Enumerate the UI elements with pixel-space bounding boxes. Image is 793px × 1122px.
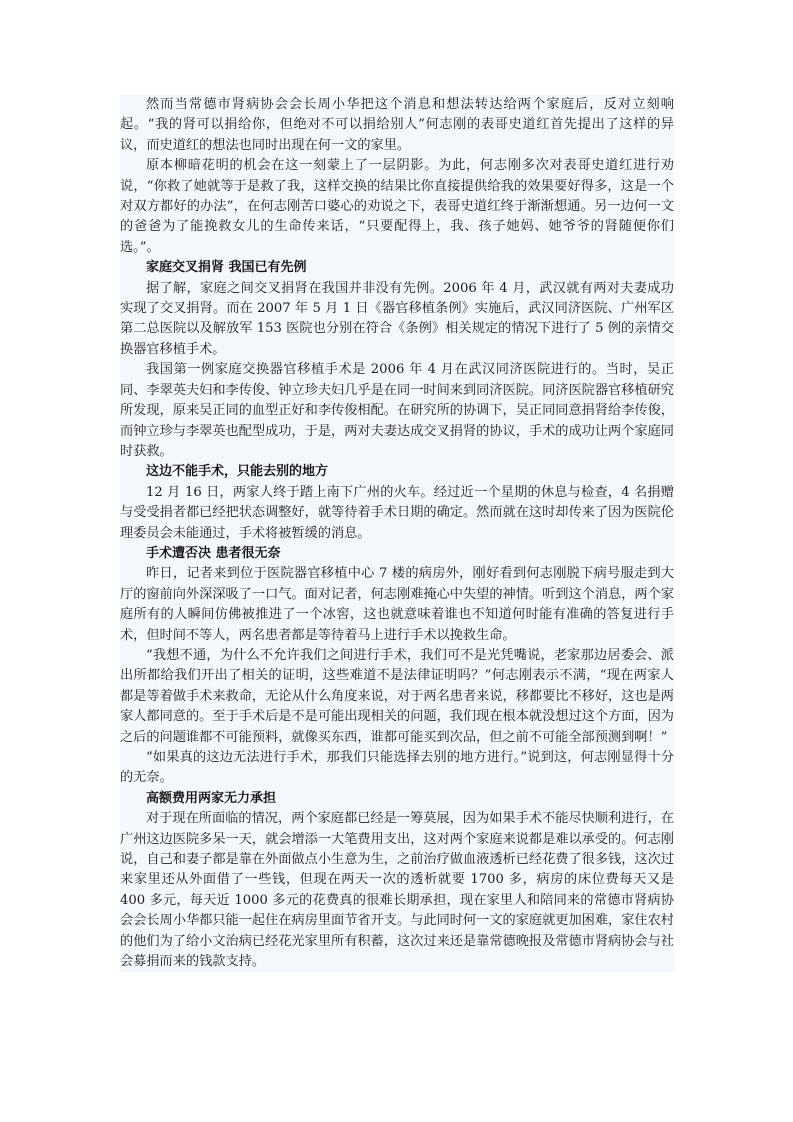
paragraph-opposition: 然而当常德市肾病协会会长周小华把这个消息和想法转达给两个家庭后，反对立刻响起。“我的肾可以捐给你，但绝对不可以捐给别人”何志刚的表哥史道红首先提出了这样的异议，而史道红的想法也同时出现在何一文的家里。 — [120, 97, 674, 153]
paragraph-costs: 对于现在所面临的情况，两个家庭都已经是一筹莫展，因为如果手术不能尽快顺利进行，在广州这边医院多呆一天，就会增添一大笔费用支出，这对两个家庭来说都是难以承受的。何志刚说，自己和妻子都是靠在外面做点小生意为生，之前治疗做血液透析已经花费了很多钱，这次过来家里还从外面借了一些钱，但现在两天一次的透析就要 1700 多，病房的床位费每天又是 400 多元，每天近 1000 多元的花费真的很难长期承担，现在家里人和陪同来的常德市肾病协会会长周小华都只能一起住在病房里面节省开支。与此同时何一文的家庭就更加困难，家住农村的他们为了给小文治病已经花光家里所有积蓄，这次过来还是靠常德晚报及常德市肾病协会与社会募捐而来的钱款支持。 — [120, 811, 674, 970]
section-heading-elsewhere: 这边不能手术，只能去别的地方 — [146, 464, 329, 480]
article-body — [120, 95, 674, 972]
paragraph-persuasion: 原本柳暗花明的机会在这一刻蒙上了一层阴影。为此，何志刚多次对表哥史道红进行劝说，“你救了她就等于是救了我，这样交换的结果比你直接提供给我的效果要好得多，这是一个对双方都好的办法”，在何志刚苦口婆心的劝说之下，表哥史道红终于渐渐想通。另一边何一文的爸爸为了能挽救女儿的生命传来话，“只要配得上，我、孩子她妈、她爷爷的肾随便你们选。”。 — [120, 158, 674, 255]
section-heading-costs: 高额费用两家无力承担 — [146, 790, 277, 806]
paragraph-precedent: 据了解，家庭之间交叉捐肾在我国并非没有先例。2006 年 4 月，武汉就有两对夫妻成功实现了交叉捐肾。而在 2007 年 5 月 1 日《器官移植条例》实施后，武汉同济医院、广州军区第二总医院以及解放军 153 医院也分别在符合《条例》相关规定的情况下进行了 5 例的亲情交换器官移植手术。 — [120, 280, 674, 357]
section-heading-precedent: 家庭交叉捐肾 我国已有先例 — [146, 260, 307, 276]
paragraph-trip: 12 月 16 日，两家人终于踏上南下广州的火车。经过近一个星期的休息与检查，4 名捐赠与受受捐者都已经把状态调整好，就等待着手术日期的确定。然而就在这时却传来了因为医院伦理委员会未能通过，手术将被暂缓的消息。 — [120, 484, 674, 541]
paragraph-quote-helpless: “如果真的这边无法进行手术，那我们只能选择去别的地方进行。”说到这，何志刚显得十分的无奈。 — [120, 750, 674, 786]
paragraph-first-case: 我国第一例家庭交换器官移植手术是 2006 年 4 月在武汉同济医院进行的。当时，吴正同、李翠英夫妇和李传俊、钟立珍夫妇几乎是在同一时间来到同济医院。同济医院器官移植研究所发现，原来吴正同的血型正好和李传俊相配。在研究所的协调下，吴正同同意捐肾给李传俊，而钟立珍与李翠英也配型成功，于是，两对夫妻达成交叉捐肾的协议，手术的成功让两个家庭同时获救。 — [120, 362, 674, 459]
paragraph-reporter-visit: 昨日，记者来到位于医院器官移植中心 7 楼的病房外，刚好看到何志刚脱下病号服走到大厅的窗前向外深深吸了一口气。面对记者，何志刚难掩心中失望的神情。听到这个消息，两个家庭所有的人瞬间仿佛被推进了一个冰窖，这也就意味着谁也不知道何时能有准确的答复进行手术，但时间不等人，两名患者都是等待着马上进行手术以挽救生命。 — [120, 566, 674, 643]
paragraph-quote-complaint: “我想不通，为什么不允许我们之间进行手术，我们可不是光凭嘴说，老家那边居委会、派出所都给我们开出了相关的证明，这些难道不是法律证明吗？”何志刚表示不满，“现在两家人都是等着做手术来救命，无论从什么角度来说，对于两名患者来说，移都要比不移好，这也是两家人都同意的。至于手术后是不是可能出现相关的问题，我们现在根本就没想过这个方面，因为之后的问题谁都不可能预料，就像买东西，谁都可能买到次品，但之前不可能全部预测到啊！” — [120, 647, 674, 745]
section-heading-rejected: 手术遭否决 患者很无奈 — [146, 545, 281, 561]
